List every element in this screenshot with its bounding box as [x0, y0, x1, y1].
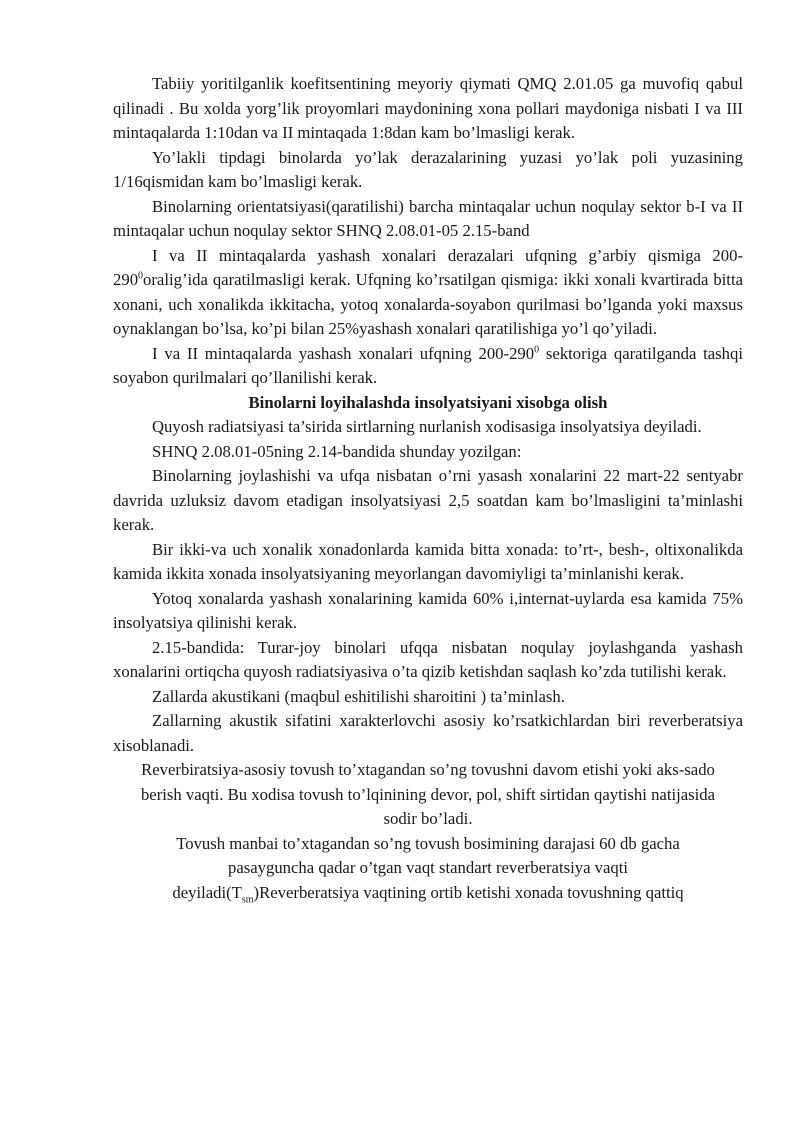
paragraph-shnq-reference: SHNQ 2.08.01-05ning 2.14-bandida shunday yozilgan: [152, 441, 522, 461]
paragraph-insolation-definition: Quyosh radiatsiyasi ta’sirida sirtlarning nurlanish xodisasiga insolyatsiya deyiladi. [152, 417, 702, 436]
paragraph-western-sector: I va II mintaqalarda yashash xonalari derazalari ufqning g’arbiy qismiga $200-290^0oralig’ida$ qaratilmasligi kerak. Ufqning ko’rsatilgan qismiga: ikki xonali kvartirada bitta xonani, uch xonalikda ikkitacha, yotoq xonalarda-soyabon qurilmasi bo’lganda yoki maxsus oynaklangan bo’lsa, ko’pi bilan 25%yashash xonalari qaratilishiga yo’l qo’yiladi. [113, 245, 743, 338]
paragraph-reverberation-indicator: Zallarning akustik sifatini xarakterlovchi asosiy ko’rsatkichlardan biri reverberatsiya xisoblanadi. [113, 711, 743, 755]
paragraph-natural-lighting: Tabiiy yoritilganlik koefitsentining meyoriy qiymati QMQ 2.01.05 ga muvofiq qabul qilinadi . Bu xolda yorg’lik proyomlari maydonining xona pollari maydoniga nisbati I va III mintaqalarda 1:10dan va II mintaqada 1:8dan kam bo’lmasligi kerak. [113, 74, 743, 142]
paragraph-sun-shading: I va II mintaqalarda yashash xonalari ufqning $200-290^0$ sektoriga qaratilganda tashqi soyabon qurilmalari qo’llanilishi kerak. [113, 343, 743, 387]
paragraph-bedrooms: Yotoq xonalarda yashash xonalarining kamida 60% i,internat-uylarda esa kamida 75% insolyatsiya qilinishi kerak. [113, 588, 743, 632]
paragraph-reverberation-time: Tovush manbai to’xtagandan so’ng tovush bosimining darajasi 60 db gacha pasayguncha qadar o’tgan vaqt standart reverberatsiya vaqti $deyiladi(T_{sm})Reverberatsiya$ vaqtining ortib ketishi xonada tovushning qattiq [172, 833, 684, 905]
paragraph-apartment-rooms: Bir ikki-va uch xonalik xonadonlarda kamida bitta xonada: to’rt-, besh-, oltixonalikda kamida ikkita xonada insolyatsiyaning meyorlangan davomiyligi ta’minlanishi kerak. [113, 539, 743, 583]
paragraph-hall-acoustics: Zallarda akustikani (maqbul eshitilishi sharoitini ) ta’minlash. [152, 686, 565, 706]
paragraph-insolation-duration: Binolarning joylashishi va ufqa nisbatan o’rni yasash xonalarini 22 mart-22 sentyabr davrida uzluksiz davom etadigan insolyatsiyasi 2,5 soatdan kam bo’lmasligini ta’minlashi kerak. [113, 466, 743, 534]
paragraph-corridor-windows: Yo’lakli tipdagi binolarda yo’lak derazalarining yuzasi yo’lak poli yuzasining 1/16qismidan kam bo’lmasligi kerak. [113, 147, 743, 191]
paragraph-overheating: 2.15-bandida: Turar-joy binolari ufqqa nisbatan noqulay joylashganda yashash xonalarini ortiqcha quyosh radiatsiyasiva o’ta qizib ketishdan saqlash ko’zda tutilishi kerak. [113, 637, 743, 681]
paragraph-orientation: Binolarning orientatsiyasi(qaratilishi) barcha mintaqalar uchun noqulay sektor b-I va II mintaqalar uchun noqulay sektor SHNQ 2.08.01-05 2.15-band [113, 196, 743, 240]
section-heading: Binolarni loyihalashda insolyatsiyani xisobga olish [248, 392, 608, 412]
paragraph-reverberation-definition: Reverbiratsiya-asosiy tovush to’xtagandan so’ng tovushni davom etishi yoki aks-sado berish vaqti. Bu xodisa tovush to’lqinining devor, pol, shift sirtidan qaytishi natijasida sodir bo’ladi. [140, 760, 716, 828]
